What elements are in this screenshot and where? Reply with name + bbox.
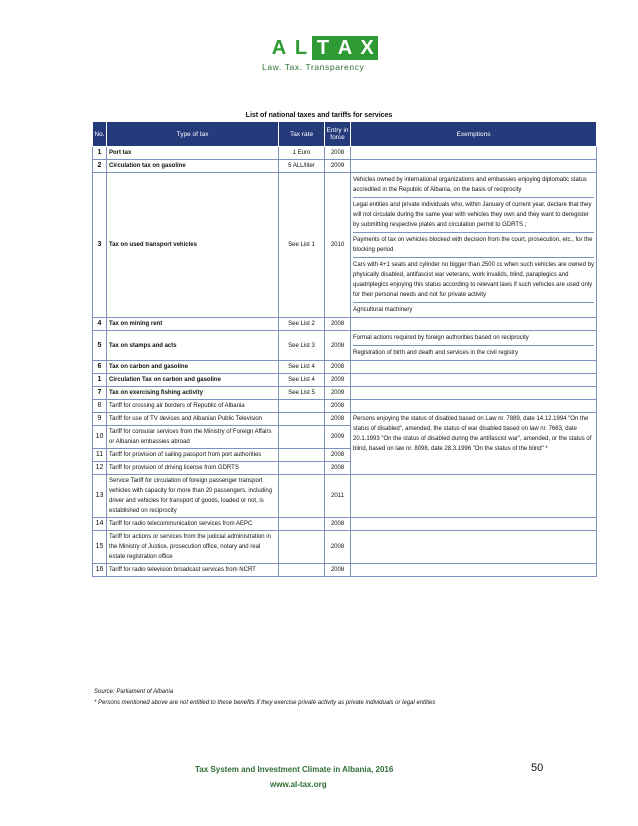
tax-type: Circulation tax on gasoline [107, 160, 279, 173]
tax-rate [279, 449, 325, 462]
row-number: 12 [93, 462, 107, 475]
exemption-item: Formal actions required by foreign authorities based on reciprocity [353, 331, 594, 346]
tax-type: Tariff for actions or services from the judicial administration in the Ministry of Justice, prosecution office, notary and real estate registration office [107, 531, 279, 564]
exemptions-cell [351, 160, 597, 173]
tax-rate [279, 413, 325, 426]
tax-type: Tariff for use of TV devices and Albanian Public Television [107, 413, 279, 426]
entry-in-force: 2009 [325, 426, 351, 449]
row-number: 14 [93, 518, 107, 531]
tax-type: Tariff for consular services from the Ministry of Foreign Affairs or Albanian embassies abroad [107, 426, 279, 449]
tax-type: Tax on exercising fishing activity [107, 387, 279, 400]
row-number: 7 [93, 387, 107, 400]
logo-letter: X [356, 36, 378, 60]
row-number: 13 [93, 475, 107, 518]
table-row [93, 331, 597, 361]
tax-type: Tariff for radio television broadcast services from NCRT [107, 564, 279, 577]
table-row [93, 160, 597, 173]
logo-letter: L [294, 37, 308, 59]
logo-letter: A [271, 37, 287, 59]
tax-rate [279, 531, 325, 564]
tax-rate [279, 564, 325, 577]
logo-tagline: Law. Tax. Transparency [262, 62, 365, 72]
header-exemptions: Exemptions [351, 122, 597, 147]
entry-in-force: 2008 [325, 449, 351, 462]
logo-letter: A [334, 36, 356, 60]
table-row [93, 361, 597, 374]
exemption-item: Registration of birth and death and services in the civil registry [353, 350, 519, 356]
tax-rate: See List 4 [279, 361, 325, 374]
entry-in-force: 2009 [325, 160, 351, 173]
tax-type: Tariff for radio telecommunication services from AEPC [107, 518, 279, 531]
exemptions-cell [351, 531, 597, 564]
table-row [93, 531, 597, 564]
tax-rate [279, 400, 325, 413]
tax-rate: See List 1 [279, 173, 325, 318]
row-number: 1 [93, 147, 107, 160]
entry-in-force: 2008 [325, 564, 351, 577]
header-type: Type of tax [107, 122, 279, 147]
tax-rate: See List 3 [279, 331, 325, 361]
entry-in-force: 2008 [325, 518, 351, 531]
exemptions-cell [351, 331, 597, 361]
entry-in-force: 2008 [325, 318, 351, 331]
source-note: Source: Parliament of Albania [94, 689, 174, 695]
shared-exemption: Persons enjoying the status of disabled based on Law nr. 7889, date 14.12.1994 "On the status of disabled", amended, the status of war disabled based on law nr. 7663, date 20.1.1993 "On the status of disabled during the antifascist war", amended, or the status of blind, based on law nr. 8098, date 28.3.1996 "On the status of the blind" * [351, 413, 597, 475]
header-entry: Entry in force [325, 122, 351, 147]
tax-rate [279, 462, 325, 475]
entry-in-force: 2009 [325, 374, 351, 387]
entry-in-force: 2008 [325, 413, 351, 426]
tax-type: Tax on used transport vehicles [107, 173, 279, 318]
page-number: 50 [531, 762, 544, 774]
footnote: * Persons mentioned above are not entitled to these benefits if they exercise private activity as private individuals or legal entities [94, 700, 436, 706]
entry-in-force: 2008 [325, 331, 351, 361]
table-row [93, 318, 597, 331]
row-number: 3 [93, 173, 107, 318]
tax-type: Tax on mining rent [107, 318, 279, 331]
entry-in-force: 2008 [325, 462, 351, 475]
entry-in-force: 2008 [325, 531, 351, 564]
row-number: 4 [93, 318, 107, 331]
table-row [93, 387, 597, 400]
tax-type: Tariff for provision of sailing passport from port authorities [107, 449, 279, 462]
tax-rate: See List 4 [279, 374, 325, 387]
taxes-table [92, 121, 597, 577]
exemptions-cell [351, 361, 597, 374]
exemptions-cell [351, 400, 597, 413]
tax-rate: See List 5 [279, 387, 325, 400]
table-row [93, 518, 597, 531]
exemptions-cell [351, 564, 597, 577]
tax-type: Port tax [107, 147, 279, 160]
table-row [93, 475, 597, 518]
exemptions-cell [351, 318, 597, 331]
exemptions-cell [351, 518, 597, 531]
exemption-item: Vehicles owned by international organizations and embassies enjoying diplomatic status accredited in the Republic of Albania, on the basis of reciprocity [353, 173, 594, 198]
tax-rate [279, 475, 325, 518]
row-number: 1 [93, 374, 107, 387]
tax-type: Tariff for provision of driving license from GDRTS [107, 462, 279, 475]
table-row [93, 374, 597, 387]
tax-type: Tax on stamps and acts [107, 331, 279, 361]
table-row [93, 147, 597, 160]
header-no: No. [93, 122, 107, 147]
footer-url[interactable]: www.al-tax.org [270, 780, 327, 789]
exemption-item: Legal entities and private individuals who, within January of current year, declare that they will not circulate during the same year with vehicles they own and they want to deregister by submitting respective plates and circulation permit to GDRTS ; [353, 198, 594, 233]
row-number: 5 [93, 331, 107, 361]
row-number: 10 [93, 426, 107, 449]
entry-in-force: 2008 [325, 147, 351, 160]
tax-rate [279, 426, 325, 449]
tax-type: Tariff for crossing air borders of Republic of Albania [107, 400, 279, 413]
entry-in-force: 2008 [325, 361, 351, 374]
exemption-item: Cars with 4+1 seats and cylinder no bigger than 2500 cc when such vehicles are owned by physically disabled, antifascist war veterans, work invalids, blind, paraplegics and quadriplegics enjoying this status according to relevant laws if such vehicles are used only for their personal needs and not for private activity [353, 258, 594, 303]
entry-in-force: 2010 [325, 173, 351, 318]
altax-logo [268, 36, 378, 60]
table-row [93, 564, 597, 577]
logo-letter: T [312, 36, 334, 60]
row-number: 6 [93, 361, 107, 374]
exemption-item: Agricultural machinery [353, 307, 413, 313]
entry-in-force: 2008 [325, 400, 351, 413]
entry-in-force: 2009 [325, 387, 351, 400]
table-title: List of national taxes and tariffs for services [245, 112, 393, 119]
table-row [93, 413, 597, 426]
tax-rate: 1 Euro [279, 147, 325, 160]
table-header-row [93, 122, 597, 147]
row-number: 2 [93, 160, 107, 173]
tax-rate [279, 518, 325, 531]
row-number: 8 [93, 400, 107, 413]
exemptions-cell [351, 173, 597, 318]
exemptions-cell [351, 147, 597, 160]
tax-rate: See List 2 [279, 318, 325, 331]
table-row [93, 173, 597, 318]
row-number: 11 [93, 449, 107, 462]
header-rate: Tax rate [279, 122, 325, 147]
tax-type: Service Tariff for circulation of foreign passenger transport vehicles with capacity for more than 20 passengers, including driver and vehicles for transport of goods, loaded or not, is established on reciprocity [107, 475, 279, 518]
tax-type: Tax on carbon and gasoline [107, 361, 279, 374]
exemptions-cell [351, 475, 597, 518]
footer-title: Tax System and Investment Climate in Albania, 2016 [195, 765, 394, 774]
exemptions-cell [351, 387, 597, 400]
exemption-item: Payments of tax on vehicles blocked with decision from the court, prosecution, etc., for the blocking period [353, 233, 594, 258]
row-number: 15 [93, 531, 107, 564]
table-row [93, 400, 597, 413]
exemptions-cell [351, 374, 597, 387]
tax-type: Circulation Tax on carbon and gasoline [107, 374, 279, 387]
tax-rate: 5 ALL/liter [279, 160, 325, 173]
entry-in-force: 2011 [325, 475, 351, 518]
row-number: 16 [93, 564, 107, 577]
row-number: 9 [93, 413, 107, 426]
